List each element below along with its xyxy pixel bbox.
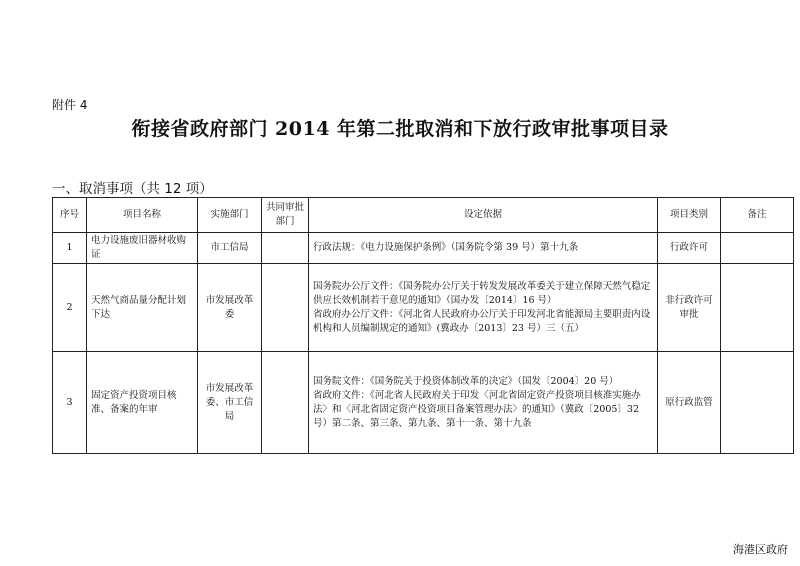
cell-dept: 市工信局 [198, 233, 262, 264]
cell-name: 电力设施废旧器材收购证 [87, 233, 198, 264]
section-heading: 一、取消事项（共 12 项） [52, 181, 213, 197]
cell-joint [262, 352, 309, 454]
basis-line: 国务院文件：《国务院关于投资体制改革的决定》（国发〔2004〕20 号） [313, 375, 619, 387]
header-note: 备注 [721, 198, 794, 233]
cell-name: 天然气商品量分配计划下达 [87, 264, 198, 352]
table-row [53, 264, 794, 352]
cell-basis [309, 264, 658, 352]
cell-joint [262, 233, 309, 264]
basis-line: 国务院办公厅文件：《国务院办公厅关于转发发展改革委关于建立保障天然气稳定供应长效机制若干意见的通知》（国办发〔2014〕16 号） [313, 280, 651, 306]
document-title: 衔接省政府部门 2014 年第二批取消和下放行政审批事项目录 [131, 118, 669, 140]
cell-category: 行政许可 [658, 233, 721, 264]
table-row [53, 233, 794, 264]
header-name: 项目名称 [87, 198, 198, 233]
cell-note [721, 352, 794, 454]
approval-items-table [52, 197, 794, 454]
attachment-label: 附件 4 [52, 98, 88, 112]
cell-basis [309, 233, 658, 264]
cell-note [721, 233, 794, 264]
table-header-row [53, 198, 794, 233]
cell-dept: 市发展改革委 [198, 264, 262, 352]
cell-category: 原行政监管 [658, 352, 721, 454]
cell-category: 非行政许可审批 [658, 264, 721, 352]
publisher-watermark: 海港区政府 [733, 543, 788, 556]
basis-line: 省政府文件：《河北省人民政府关于印发〈河北省固定资产投资项目核准实施办法〉和〈河北省固定资产投资项目备案管理办法〉的通知》（冀政〔2005〕32 号）第二条、第三条、第九条、第十一条、第十九条 [313, 389, 641, 429]
cell-name: 固定资产投资项目核准、备案的年审 [87, 352, 198, 454]
basis-line: 省政府办公厅文件：《河北省人民政府办公厅关于印发河北省能源局主要职责内设机构和人员编制规定的通知》(冀政办〔2013〕23 号）三（五） [313, 308, 651, 334]
header-joint: 共同审批部门 [262, 198, 309, 233]
cell-basis [309, 352, 658, 454]
basis-line: 行政法规：《电力设施保护条例》（国务院令第 39 号）第十九条 [313, 242, 579, 253]
header-category: 项目类别 [658, 198, 721, 233]
cell-no: 3 [53, 352, 87, 454]
header-dept: 实施部门 [198, 198, 262, 233]
cell-no: 1 [53, 233, 87, 264]
header-no: 序号 [53, 198, 87, 233]
header-basis: 设定依据 [309, 198, 658, 233]
cell-dept: 市发展改革委、市工信局 [198, 352, 262, 454]
table-row [53, 352, 794, 454]
cell-no: 2 [53, 264, 87, 352]
cell-joint [262, 264, 309, 352]
cell-note [721, 264, 794, 352]
